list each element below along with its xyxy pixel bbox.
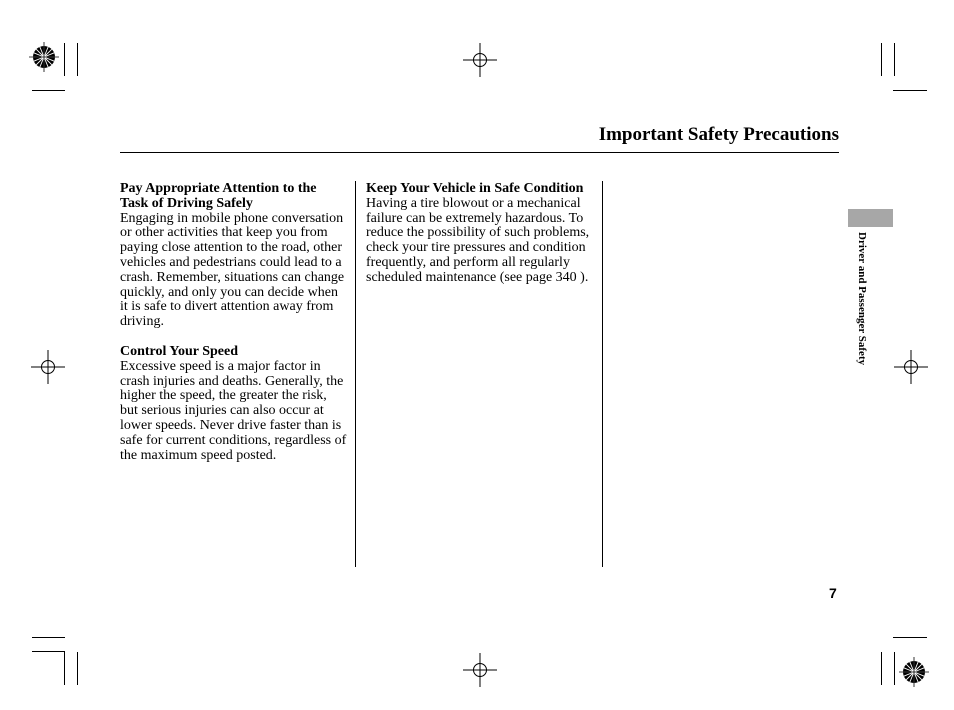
- column-divider: [355, 181, 356, 567]
- section-heading: Keep Your Vehicle in Safe Condition: [366, 181, 584, 196]
- crop-mark: [881, 43, 882, 76]
- page-number: 7: [829, 585, 837, 601]
- crop-mark: [32, 651, 65, 652]
- section-attention: [120, 182, 348, 330]
- section-body: Engaging in mobile phone conversation or other activities that keep you from paying close attention to the road, other vehicles and pedestrians could lead to a crash. Remember, situations can change quickly, and only you can decide when it is safe to divert attention away from driving.: [120, 210, 345, 330]
- crop-mark: [32, 90, 65, 91]
- registration-crosshair-icon: [463, 43, 497, 77]
- section-vehicle-condition: [366, 182, 592, 286]
- starburst-registration-icon: [29, 42, 59, 72]
- crop-mark: [894, 43, 895, 76]
- section-body: Having a tire blowout or a mechanical failure can be extremely hazardous. To reduce the possibility of such problems, check your tire pressures and condition frequently, and perform all regularly scheduled maintenance (see page 340 ).: [366, 195, 590, 285]
- page-title: Important Safety Precautions: [598, 124, 839, 145]
- crop-mark: [881, 652, 882, 685]
- title-rule: [120, 152, 839, 153]
- registration-crosshair-icon: [31, 350, 65, 384]
- crop-mark: [893, 90, 927, 91]
- section-tab: [848, 209, 893, 227]
- crop-mark: [64, 43, 65, 76]
- crop-mark: [77, 652, 78, 685]
- crop-mark: [32, 637, 65, 638]
- column-divider: [602, 181, 603, 567]
- section-heading: Pay Appropriate Attention to the Task of Driving Safely: [120, 181, 317, 211]
- crop-mark: [894, 652, 895, 685]
- section-speed: [120, 345, 348, 463]
- starburst-registration-icon: [899, 657, 929, 687]
- section-heading: Control Your Speed: [120, 343, 238, 359]
- text-column-middle: [366, 182, 592, 286]
- crop-mark: [893, 637, 927, 638]
- crop-mark: [77, 43, 78, 76]
- crop-mark: [64, 652, 65, 685]
- section-tab-label: Driver and Passenger Safety: [856, 232, 868, 366]
- registration-crosshair-icon: [463, 653, 497, 687]
- registration-crosshair-icon: [894, 350, 928, 384]
- text-column-left: [120, 182, 348, 463]
- section-body: Excessive speed is a major factor in crash injuries and deaths. Generally, the higher the speed, the greater the risk, but serious injuries can also occur at lower speeds. Never drive faster than is safe for current conditions, regardless of the maximum speed posted.: [120, 358, 347, 463]
